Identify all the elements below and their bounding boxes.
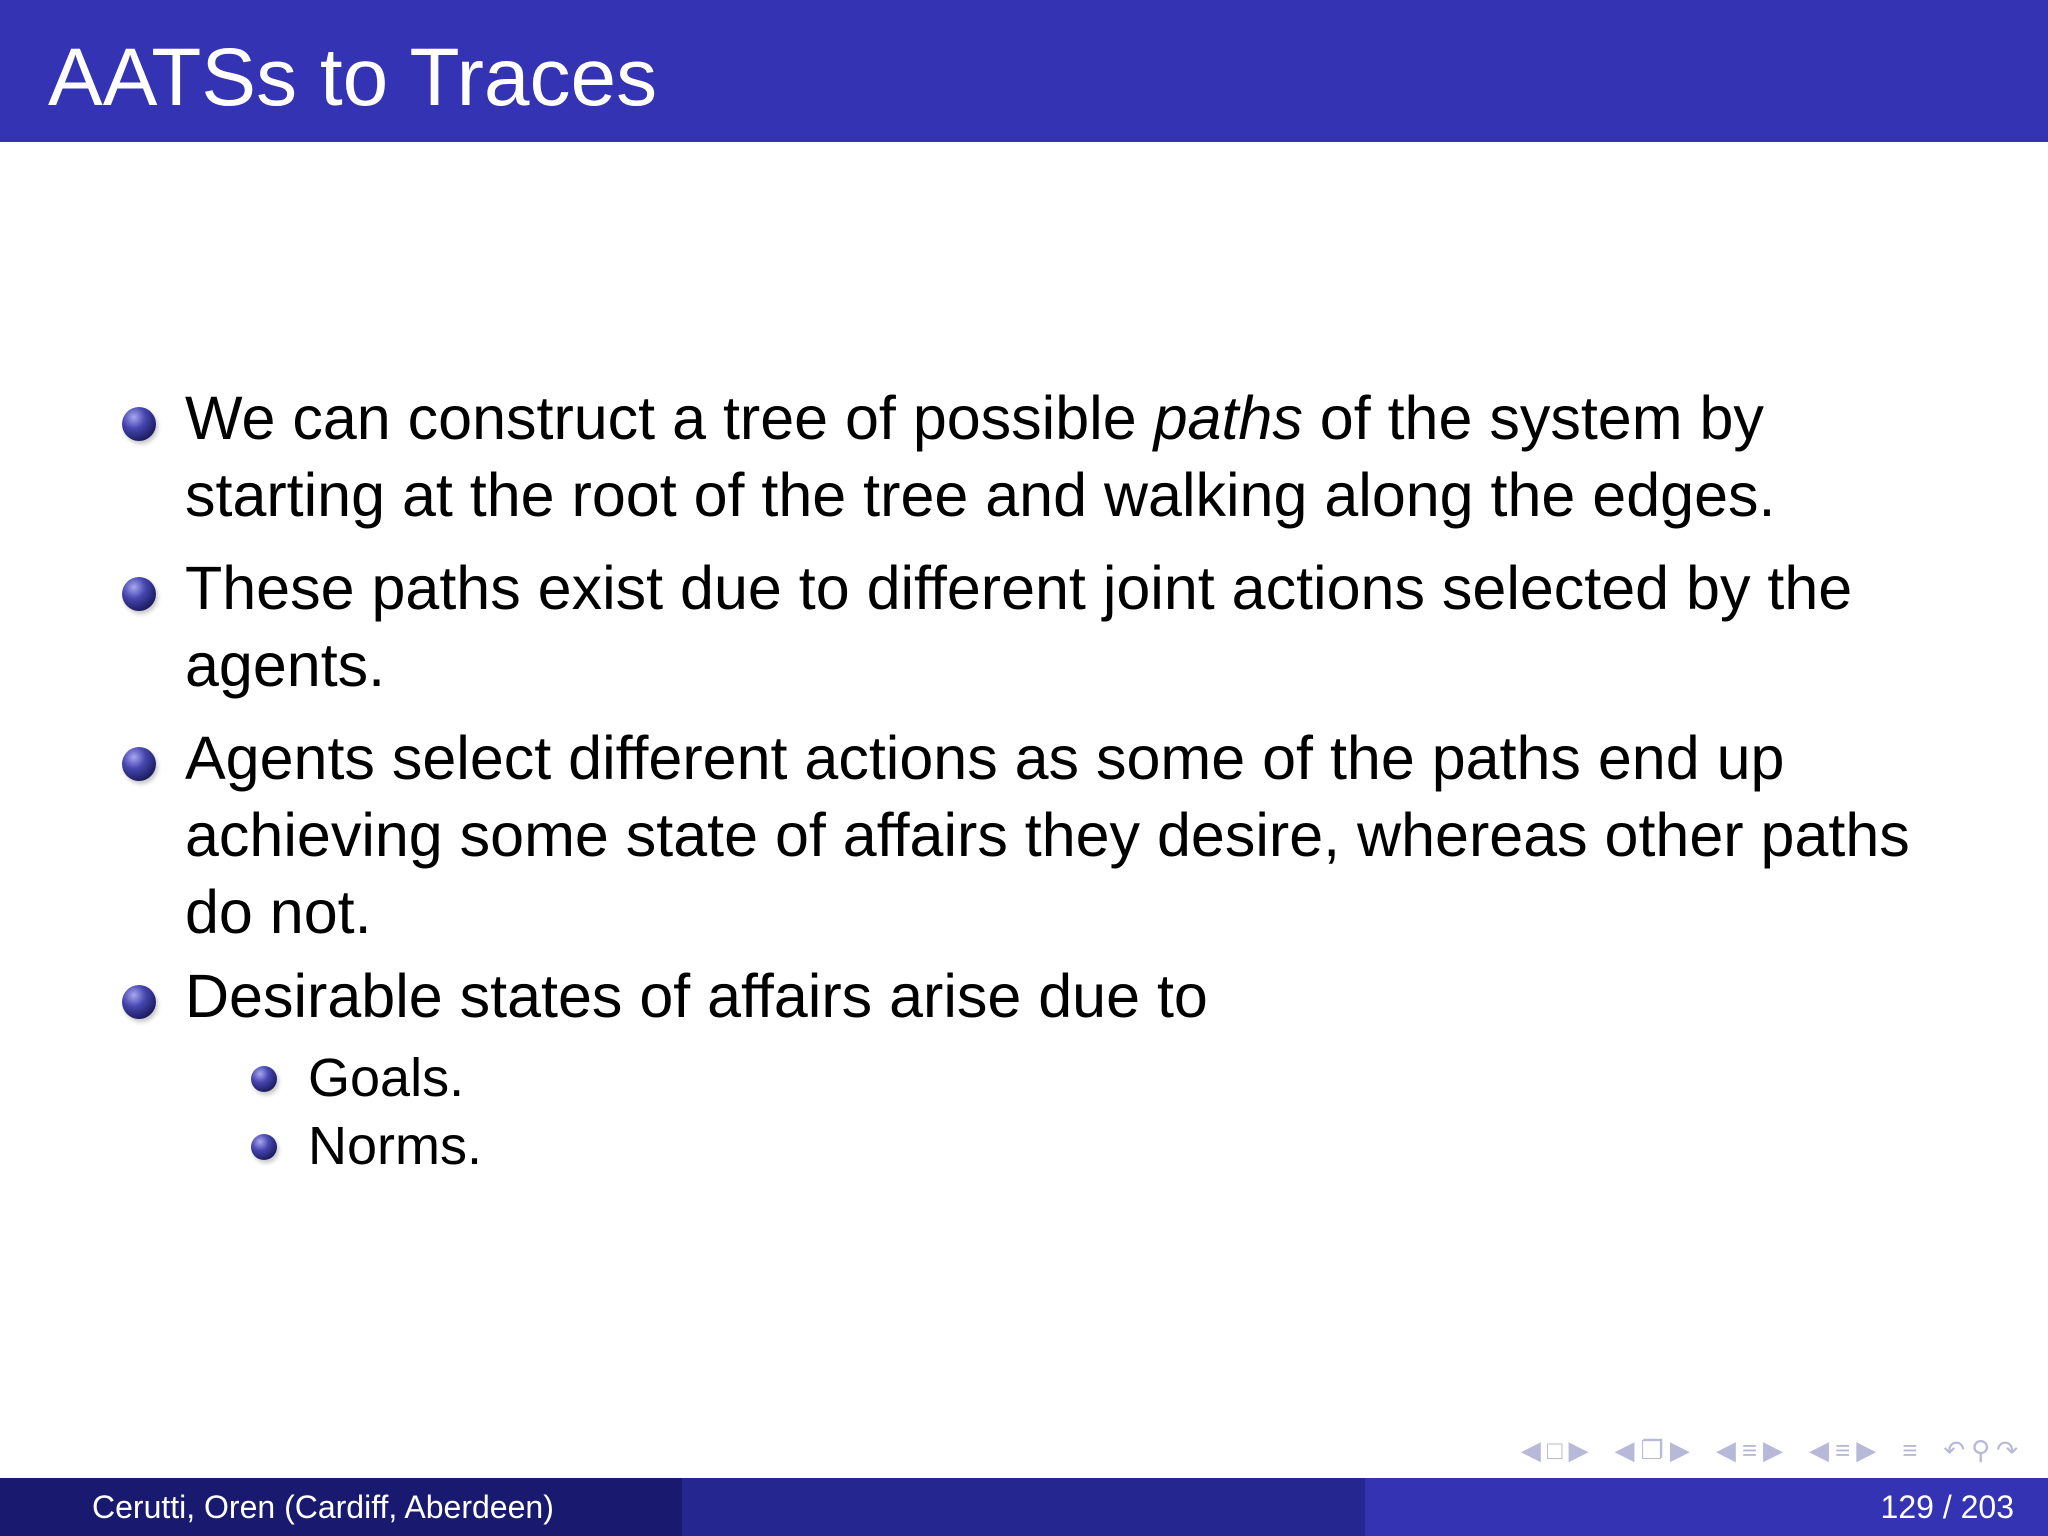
prev-section-icon[interactable]: ◀ — [1809, 1434, 1830, 1465]
search-icon[interactable]: ⚲ — [1971, 1434, 1991, 1465]
bullet-icon — [122, 407, 156, 441]
footer-page-number: 129 / 203 — [1365, 1478, 2048, 1536]
section-icon[interactable]: ≡ — [1741, 1434, 1758, 1465]
undo-icon[interactable]: ↶ — [1943, 1434, 1966, 1465]
emphasis-paths: paths — [1153, 384, 1303, 452]
prev-subsection-icon[interactable]: ◀ — [1614, 1434, 1635, 1465]
subsection-icon[interactable]: ❐ — [1640, 1434, 1664, 1465]
align-icon[interactable]: ≡ — [1902, 1434, 1918, 1465]
bullet-1-line-2: starting at the root of the tree and walking along the edges. — [185, 461, 1776, 529]
prev-section-icon[interactable]: ◀ — [1715, 1434, 1736, 1465]
sub-bullet-icon — [251, 1066, 277, 1092]
bullet-3-line-3: do not. — [185, 878, 372, 946]
bullet-icon — [122, 577, 156, 611]
next-section-icon[interactable]: ▶ — [1856, 1434, 1877, 1465]
bullet-2-line-2: agents. — [185, 631, 386, 699]
next-subsection-icon[interactable]: ▶ — [1669, 1434, 1690, 1465]
bullet-icon — [122, 985, 156, 1019]
section-icon[interactable]: ≡ — [1835, 1434, 1851, 1465]
footer-authors: Cerutti, Oren (Cardiff, Aberdeen) — [0, 1478, 682, 1536]
next-frame-icon[interactable]: ▶ — [1568, 1434, 1589, 1465]
bullet-3-line-2: achieving some state of affairs they desire, whereas other paths — [185, 801, 1910, 869]
frame-icon[interactable]: □ — [1546, 1434, 1563, 1465]
footer — [0, 1478, 2048, 1536]
footer-middle — [682, 1478, 1365, 1536]
bullet-1-line-1: We can construct a tree of possible paths of the system by — [185, 384, 1764, 452]
sub-bullet-goals: Goals. — [308, 1048, 465, 1108]
bullet-2-line-1: These paths exist due to different joint actions selected by the — [185, 554, 1853, 622]
next-section-icon[interactable]: ▶ — [1763, 1434, 1784, 1465]
bullet-icon — [122, 747, 156, 781]
redo-icon[interactable]: ↷ — [1996, 1434, 2018, 1465]
navigation-symbols — [1505, 1432, 2018, 1468]
bullet-3-line-1: Agents select different actions as some of the paths end up — [185, 724, 1785, 792]
bullet-4-line-1: Desirable states of affairs arise due to — [185, 962, 1208, 1030]
prev-frame-icon[interactable]: ◀ — [1520, 1434, 1541, 1465]
slide-title: AATSs to Traces — [48, 32, 658, 123]
sub-bullet-norms: Norms. — [308, 1116, 482, 1176]
sub-bullet-icon — [251, 1134, 277, 1160]
